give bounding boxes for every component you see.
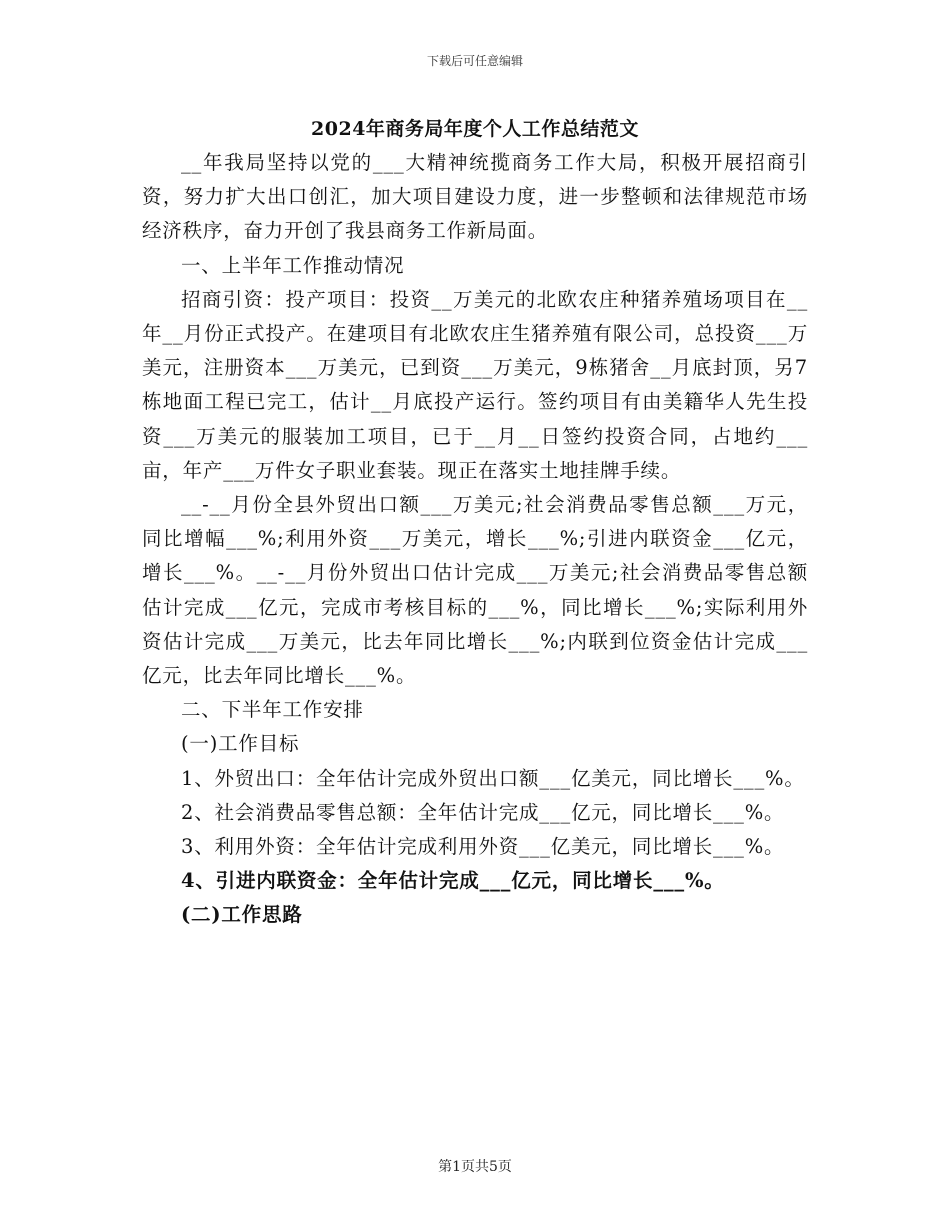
goal-item-2: 2、社会消费品零售总额：全年估计完成___亿元，同比增长___%。 — [181, 800, 785, 824]
goal-item-4: 4、引进内联资金：全年估计完成___亿元，同比增长___%。 — [181, 869, 725, 893]
header-note: 下载后可任意编辑 — [426, 54, 523, 68]
subsection-1-heading: (一)工作目标 — [181, 732, 300, 756]
goal-item-3: 3、利用外资：全年估计完成利用外资___亿美元，同比增长___%。 — [181, 835, 785, 859]
section-1-paragraph-2: __-__月份全县外贸出口额___万美元;社会消费品零售总额___万元，同比增幅___%;利用外资___万美元，增长___%;引进内联资金___亿元，增长___%。__-__月份外贸出口估计完成___万美元;社会消费品零售总额估计完成___亿元，完成市考核目标的___%，同比增长___%;实际利用外资估计完成___万美元，比去年同比增长___%;内联到位资金估计完成___亿元，比去年同比增长___%。 — [142, 493, 808, 688]
section-1-paragraph-1: 招商引资：投产项目：投资__万美元的北欧农庄种猪养殖场项目在__年__月份正式投产。在建项目有北欧农庄生猪养殖有限公司，总投资___万美元，注册资本___万美元，已到资___万美元，9栋猪舍__月底封顶，另7栋地面工程已完工，估计__月底投产运行。签约项目有由美籍华人先生投资___万美元的服装加工项目，已于__月__日签约投资合同，占地约___亩，年产___万件女子职业套装。现正在落实土地挂牌手续。 — [142, 287, 808, 482]
section-1-heading: 一、上半年工作推动情况 — [181, 253, 405, 277]
document-title: 2024年商务局年度个人工作总结范文 — [311, 118, 639, 140]
intro-paragraph: __年我局坚持以党的___大精神统揽商务工作大局，积极开展招商引资，努力扩大出口创汇，加大项目建设力度，进一步整顿和法律规范市场经济秩序，奋力开创了我县商务工作新局面。 — [142, 151, 808, 243]
section-2-heading: 二、下半年工作安排 — [181, 698, 364, 722]
goal-item-1: 1、外贸出口：全年估计完成外贸出口额___亿美元，同比增长___%。 — [181, 766, 805, 790]
page-indicator: 第1页共5页 — [438, 1159, 512, 1175]
document-body — [142, 112, 808, 933]
subsection-2-heading: (二)工作思路 — [181, 903, 303, 927]
